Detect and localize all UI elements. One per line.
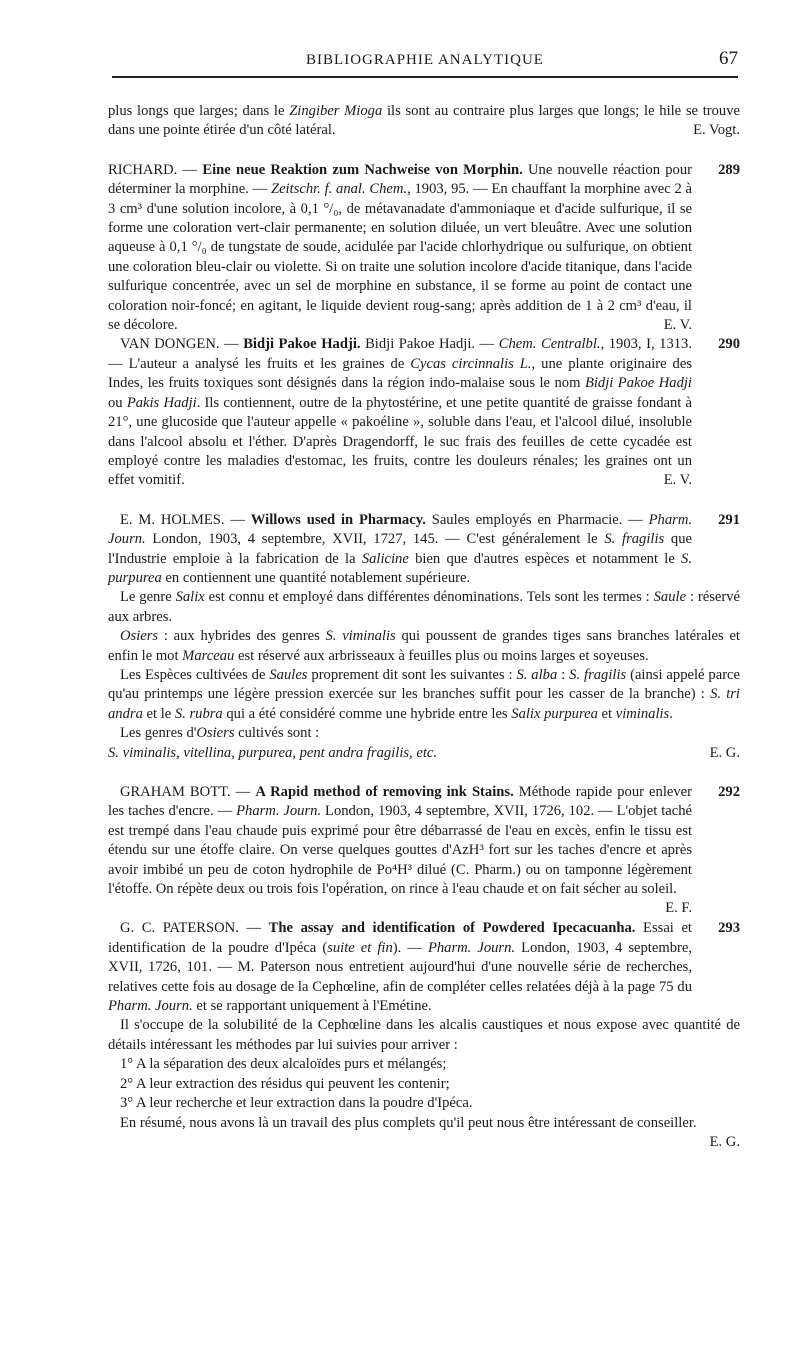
entry-source: Pharm. Journ. bbox=[108, 511, 693, 548]
intro-text: plus longs que larges; dans le bbox=[108, 103, 290, 119]
list-item: 1° A la séparation des deux alcaloïdes purs et mélangés; bbox=[120, 1056, 447, 1073]
entry-text: , 1903, 95. — En chauffant la morphine avec 2 à 3 cm³ d'une solution incolore, à 0,1 °/₀, de métavanadate d'ammoniaque et d'acide sulfurique, il se forme une coloration vert-clair permanente; en solution diluée, un vert bleuâtre. Avec une solution aqueuse à 0,1 °/₀ de tungstate de soude, acidulée par l'acide chlorhydrique ou sulfurique, on obtient une coloration bleu-clair ou violette. Si on traite une solution incolore d'acide titanique, dans l'acide sulfurique concentrée, avec un sel de morphine en substance, il se forme au point de contact une coloration noir-foncé; en agitant, le liquide devient roug-sang; après addition de 1 à 2 cm³ d'eau, il se décolore. bbox=[108, 181, 692, 334]
list-item: 2° A leur extraction des résidus qui peuvent les contenir; bbox=[120, 1075, 450, 1092]
italic-text: Saules bbox=[269, 666, 308, 683]
entry-text: Bidji Pakoe Hadji. — bbox=[360, 336, 499, 353]
entry-italic: S. fragilis bbox=[604, 531, 665, 548]
italic-text: Osiers bbox=[120, 628, 159, 645]
entry-text: Une nouvelle réaction pour déterminer la morphine. — bbox=[108, 161, 692, 198]
italic-text: Salix purpurea bbox=[511, 705, 598, 722]
entry-title: Eine neue Reaktion zum Nachweise von Morphin. bbox=[202, 161, 523, 178]
entry-text: Essai et identification de la poudre d'Ipéca ( bbox=[108, 920, 692, 956]
article-body bbox=[108, 102, 740, 1152]
italic-text: S. fragilis bbox=[569, 666, 627, 683]
entry-title: The assay and identification of Powdered Ipecacuanha. bbox=[268, 920, 636, 937]
entry-text: et se rapportant uniquement à l'Emétine. bbox=[192, 998, 432, 1015]
text: est connu et employé dans différentes dénominations. Tels sont les termes : bbox=[204, 589, 654, 606]
entry-source: Pharm. Journ. bbox=[427, 939, 516, 956]
entry-source: Zeitschr. f. anal. Chem. bbox=[270, 181, 408, 198]
entry-text: London, 1903, 4 septembre, XVII, 1726, 101. — M. Paterson nous entretient aujourd'hui d'une nouvelle série de recherches, relatives cette fois au dosage de la Cephœline, afin de compléter celles relatées déjà à la page 75 du bbox=[108, 939, 692, 995]
text: et le bbox=[142, 705, 175, 722]
signature: E. V. bbox=[663, 317, 692, 334]
paragraph bbox=[108, 627, 740, 666]
signature: E. G. bbox=[709, 744, 740, 761]
entry-italic: Pakis Hadji bbox=[126, 394, 197, 411]
text: Le genre bbox=[120, 589, 176, 606]
paragraph bbox=[108, 1114, 740, 1150]
entry-number: 289 bbox=[718, 161, 740, 178]
entry-author: VAN DONGEN. — bbox=[120, 336, 244, 353]
entry-number: 290 bbox=[718, 336, 740, 353]
list-item: 3° A leur recherche et leur extraction dans la poudre d'Ipéca. bbox=[120, 1095, 473, 1112]
entry-author: E. M. HOLMES. — bbox=[120, 511, 251, 528]
signature: E. G. bbox=[709, 1133, 740, 1150]
italic-text: S. rubra bbox=[174, 705, 223, 722]
text: En résumé, nous avons là un travail des plus complets qu'il peut nous être intéressant de conseiller. bbox=[120, 1114, 697, 1131]
text: qui poussent de grandes tiges sans branches latérales et enfin le mot bbox=[108, 628, 740, 664]
italic-text: S. viminalis bbox=[325, 628, 396, 645]
italic-text: Osiers bbox=[196, 725, 235, 742]
italic-text: viminalis bbox=[615, 705, 670, 722]
paragraph bbox=[108, 724, 740, 743]
entry-text: que l'Industrie emploie à la fabrication de la bbox=[108, 531, 692, 567]
entry-title: Willows used in Pharmacy. bbox=[250, 511, 426, 528]
entry-title: A Rapid method of removing ink Stains. bbox=[255, 784, 514, 800]
italic-text: Saule bbox=[653, 589, 687, 606]
italic-text: S. tri andra bbox=[108, 686, 740, 722]
entry-author: RICHARD. — bbox=[108, 161, 203, 178]
italic-text: Marceau bbox=[182, 647, 235, 664]
entry-text: bien que d'autres espèces et notamment le bbox=[408, 550, 682, 567]
paragraph bbox=[108, 588, 740, 627]
entry-source: Pharm. Journ. bbox=[108, 998, 193, 1015]
signature: E. V. bbox=[663, 472, 692, 489]
intro-italic: Zingiber Mioga bbox=[289, 103, 383, 119]
paragraph bbox=[108, 666, 740, 724]
entry-text: . Ils contiennent, outre de la phytostérine, et une petite quantité de graisse fondant à 21°, une glucoside que l'auteur appelle « pakoéline », soluble dans l'eau, et l'alcool dilué, insoluble dans l'alcool absolu et l'éther. D'après Dragendorff, le suc frais des feuilles de cette cycadée est employé contre les maladies d'estomac, les fruits, contre les douleurs rénales; les graines ont un effet vomitif. bbox=[108, 394, 692, 489]
intro-text-2: ils sont au contraire plus larges que longs; le hile se trouve dans une pointe étirée d'un côté latéral. bbox=[108, 103, 741, 139]
entry-text: en contiennent une quantité notablement supérieure. bbox=[161, 569, 471, 586]
signature: E. Vogt. bbox=[693, 122, 740, 139]
entry-293 bbox=[108, 919, 740, 1016]
entry-title: Bidji Pakoe Hadji. bbox=[243, 336, 361, 353]
entry-author: GRAHAM BOTT. — bbox=[120, 784, 256, 800]
text: : réservé aux arbres. bbox=[108, 589, 740, 625]
text: . bbox=[669, 705, 673, 722]
entry-italic: suite et fin bbox=[327, 939, 393, 956]
text: cultivés sont : bbox=[234, 725, 320, 742]
text: : aux hybrides des genres bbox=[158, 628, 326, 645]
text: Les Espèces cultivées de bbox=[120, 666, 270, 683]
text: (ainsi appelé parce qu'au printemps une légère pression exercée sur les branches suffit pour les casser de la branche) : bbox=[108, 666, 741, 703]
entry-text: ). — bbox=[392, 939, 428, 956]
paragraph: Il s'occupe de la solubilité de la Cephœline dans les alcalis caustiques et nous expose avec quantité de détails intéressant les méthodes par lui suivies pour arriver : bbox=[108, 1017, 740, 1053]
text: : bbox=[557, 666, 570, 683]
entry-number: 291 bbox=[718, 511, 740, 528]
entry-number: 292 bbox=[718, 784, 740, 800]
entry-text: Méthode rapide pour enlever les taches d'encre. — bbox=[108, 784, 693, 820]
signature: E. F. bbox=[665, 900, 692, 917]
paragraph bbox=[108, 744, 740, 763]
italic-text: S. alba bbox=[516, 666, 558, 683]
entry-text: , une plante originaire des Indes, les fruits toxiques sont désignés dans la région indo-malaise sous le nom bbox=[108, 355, 693, 392]
italic-text: Salix bbox=[175, 589, 205, 606]
entry-author: G. C. PATERSON. — bbox=[120, 920, 269, 937]
text: et bbox=[597, 705, 616, 722]
entry-text: London, 1903, 4 septembre, XVII, 1726, 102. — L'objet taché est trempé dans l'eau chaude puis exprimé pour être débarrassé de l'eau en excès, enfin le tissu est étendu sur une étoffe claire. On verse quelques gouttes d'AzH³ fort sur les taches d'encre et après avoir imbibé un peu de coton hydrophile de Po⁴H³ dilué (C. Pharm.) ou on tamponne légèrement l'étoffe. On répète deux ou trois fois l'opération, on rince à l'eau chaude et on fait sécher au soleil. bbox=[108, 803, 692, 898]
entry-290 bbox=[108, 335, 740, 490]
page-number: 67 bbox=[719, 48, 738, 69]
entry-text: ou bbox=[108, 394, 127, 411]
text: qui a été considéré comme une hybride entre les bbox=[222, 705, 512, 722]
entry-italic: S. purpurea bbox=[108, 550, 692, 586]
entry-text: Saules employés en Pharmacie. — bbox=[425, 511, 649, 528]
entry-source: Chem. Centralbl. bbox=[498, 336, 601, 353]
entry-291 bbox=[108, 511, 740, 589]
header-rule bbox=[112, 76, 738, 78]
running-header bbox=[112, 50, 738, 76]
entry-source: Pharm. Journ. bbox=[236, 803, 322, 820]
intro-paragraph bbox=[108, 102, 740, 141]
running-title: BIBLIOGRAPHIE ANALYTIQUE bbox=[306, 52, 544, 68]
text: est réservé aux arbrisseaux à feuilles plus ou moins larges et soyeuses. bbox=[234, 647, 649, 664]
text: Les genres d' bbox=[120, 725, 197, 742]
entry-italic: Salicine bbox=[361, 550, 409, 567]
entry-292 bbox=[108, 783, 740, 917]
italic-text: S. viminalis, vitellina, purpurea, pent andra fragilis, etc. bbox=[108, 744, 438, 761]
entry-number: 293 bbox=[718, 920, 740, 937]
text: proprement dit sont les suivantes : bbox=[307, 666, 517, 683]
entry-italic: Cycas circinnalis L. bbox=[410, 355, 532, 372]
entry-289 bbox=[108, 161, 740, 336]
entry-italic: Bidji Pakoe Hadji bbox=[584, 375, 692, 392]
entry-text: London, 1903, 4 septembre, XVII, 1727, 145. — C'est généralement le bbox=[145, 531, 605, 548]
entry-text: , 1903, I, 1313. — L'auteur a analysé les fruits et les graines de bbox=[108, 336, 692, 372]
